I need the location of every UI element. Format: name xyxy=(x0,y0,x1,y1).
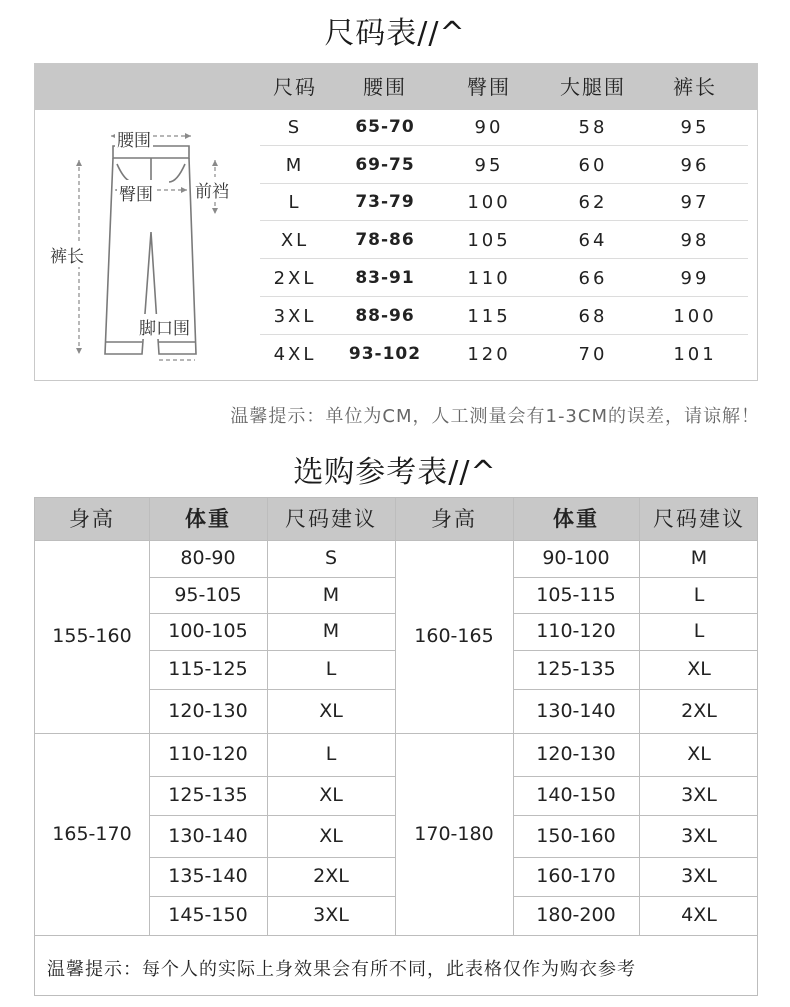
weight-cell: 120-130 xyxy=(536,743,616,765)
hip-cell: 95 xyxy=(474,155,504,176)
weight-cell: 125-135 xyxy=(536,658,616,680)
size-chart-note: 温馨提示：单位为CM，人工测量会有1-3CM的误差，请谅解！ xyxy=(230,406,760,427)
weight-cell: 105-115 xyxy=(536,584,616,606)
weight-cell: 90-100 xyxy=(542,547,610,569)
size-suggestion-cell: XL xyxy=(319,700,343,722)
size-row xyxy=(260,184,748,221)
diagram-label-hem: 脚口围 xyxy=(137,314,192,339)
size-row xyxy=(260,298,748,335)
diagram-label-waist: 腰围 xyxy=(115,126,153,151)
height-cell-170-180: 170-180 xyxy=(414,823,494,845)
header-height-left: 身高 xyxy=(69,507,115,531)
size-cell: 4XL xyxy=(273,344,317,365)
size-suggestion-cell: 4XL xyxy=(681,904,717,926)
weight-cell: 115-125 xyxy=(168,658,248,680)
size-suggestion-cell: M xyxy=(322,620,340,642)
recommendation-note: 温馨提示：每个人的实际上身效果会有所不同，此表格仅作为购衣参考 xyxy=(47,959,636,980)
length-cell: 99 xyxy=(680,268,710,289)
weight-cell: 135-140 xyxy=(168,865,248,887)
header-waist: 腰围 xyxy=(363,75,407,99)
header-length: 裤长 xyxy=(673,75,717,99)
hip-cell: 100 xyxy=(467,192,511,213)
size-row xyxy=(260,222,748,259)
weight-cell: 125-135 xyxy=(168,784,248,806)
size-suggestion-cell: M xyxy=(690,547,708,569)
weight-cell: 110-120 xyxy=(168,743,248,765)
size-cell: L xyxy=(288,192,302,213)
height-cell-165-170: 165-170 xyxy=(52,823,132,845)
thigh-cell: 60 xyxy=(578,155,608,176)
size-chart-header xyxy=(35,64,757,110)
thigh-cell: 58 xyxy=(578,117,608,138)
length-cell: 97 xyxy=(680,192,710,213)
hip-cell: 105 xyxy=(467,230,511,251)
weight-cell: 80-90 xyxy=(180,547,236,569)
waist-cell: 88-96 xyxy=(355,306,415,326)
header-hip: 臀围 xyxy=(467,75,511,99)
height-cell-155-160: 155-160 xyxy=(52,625,132,647)
header-size-left: 尺码建议 xyxy=(285,507,377,531)
header-weight-right: 体重 xyxy=(553,507,599,531)
weight-cell: 110-120 xyxy=(536,620,616,642)
header-height-right: 身高 xyxy=(431,507,477,531)
diagram-label-hip: 臀围 xyxy=(117,180,155,205)
header-weight-left: 体重 xyxy=(185,507,231,531)
weight-cell: 130-140 xyxy=(168,825,248,847)
pants-diagram xyxy=(47,122,247,372)
size-row xyxy=(260,109,748,146)
size-cell: 3XL xyxy=(273,306,317,327)
size-suggestion-cell: L xyxy=(693,584,705,606)
weight-cell: 95-105 xyxy=(174,584,242,606)
size-cell: S xyxy=(287,117,303,138)
size-cell: XL xyxy=(280,230,310,251)
length-cell: 95 xyxy=(680,117,710,138)
size-chart-table xyxy=(34,63,758,381)
waist-cell: 83-91 xyxy=(355,268,415,288)
size-suggestion-cell: L xyxy=(325,658,337,680)
waist-cell: 65-70 xyxy=(355,117,415,137)
size-row xyxy=(260,336,748,373)
weight-cell: 100-105 xyxy=(168,620,248,642)
size-suggestion-cell: XL xyxy=(319,784,343,806)
thigh-cell: 64 xyxy=(578,230,608,251)
hip-cell: 110 xyxy=(467,268,511,289)
length-cell: 98 xyxy=(680,230,710,251)
size-suggestion-cell: XL xyxy=(687,658,711,680)
size-row xyxy=(260,147,748,184)
size-row xyxy=(260,260,748,297)
hip-cell: 115 xyxy=(467,306,511,327)
size-chart-title: 尺码表//^ xyxy=(324,16,466,51)
size-suggestion-cell: L xyxy=(325,743,337,765)
size-suggestion-cell: 3XL xyxy=(681,825,717,847)
weight-cell: 140-150 xyxy=(536,784,616,806)
diagram-label-rise: 前裆 xyxy=(193,177,231,202)
size-suggestion-cell: 2XL xyxy=(313,865,349,887)
length-cell: 101 xyxy=(673,344,717,365)
weight-cell: 180-200 xyxy=(536,904,616,926)
size-cell: 2XL xyxy=(273,268,317,289)
size-suggestion-cell: M xyxy=(322,584,340,606)
weight-cell: 130-140 xyxy=(536,700,616,722)
header-size-right: 尺码建议 xyxy=(653,507,745,531)
size-cell: M xyxy=(285,155,305,176)
weight-cell: 150-160 xyxy=(536,825,616,847)
hip-cell: 90 xyxy=(474,117,504,138)
header-size: 尺码 xyxy=(273,75,317,99)
size-suggestion-cell: S xyxy=(324,547,338,569)
thigh-cell: 66 xyxy=(578,268,608,289)
size-suggestion-cell: L xyxy=(693,620,705,642)
weight-cell: 120-130 xyxy=(168,700,248,722)
thigh-cell: 62 xyxy=(578,192,608,213)
recommendation-table xyxy=(34,497,758,996)
size-suggestion-cell: 3XL xyxy=(313,904,349,926)
hip-cell: 120 xyxy=(467,344,511,365)
size-suggestion-cell: 3XL xyxy=(681,865,717,887)
size-suggestion-cell: XL xyxy=(319,825,343,847)
waist-cell: 73-79 xyxy=(355,192,415,212)
size-suggestion-cell: 3XL xyxy=(681,784,717,806)
waist-cell: 78-86 xyxy=(355,230,415,250)
waist-cell: 93-102 xyxy=(348,344,422,364)
size-suggestion-cell: 2XL xyxy=(681,700,717,722)
thigh-cell: 70 xyxy=(578,344,608,365)
waist-cell: 69-75 xyxy=(355,155,415,175)
header-thigh: 大腿围 xyxy=(560,75,626,99)
recommendation-header xyxy=(35,498,757,540)
length-cell: 96 xyxy=(680,155,710,176)
recommendation-title: 选购参考表//^ xyxy=(293,455,497,490)
diagram-label-length: 裤长 xyxy=(48,242,86,267)
weight-cell: 160-170 xyxy=(536,865,616,887)
height-cell-160-165: 160-165 xyxy=(414,625,494,647)
weight-cell: 145-150 xyxy=(168,904,248,926)
length-cell: 100 xyxy=(673,306,717,327)
size-suggestion-cell: XL xyxy=(687,743,711,765)
thigh-cell: 68 xyxy=(578,306,608,327)
